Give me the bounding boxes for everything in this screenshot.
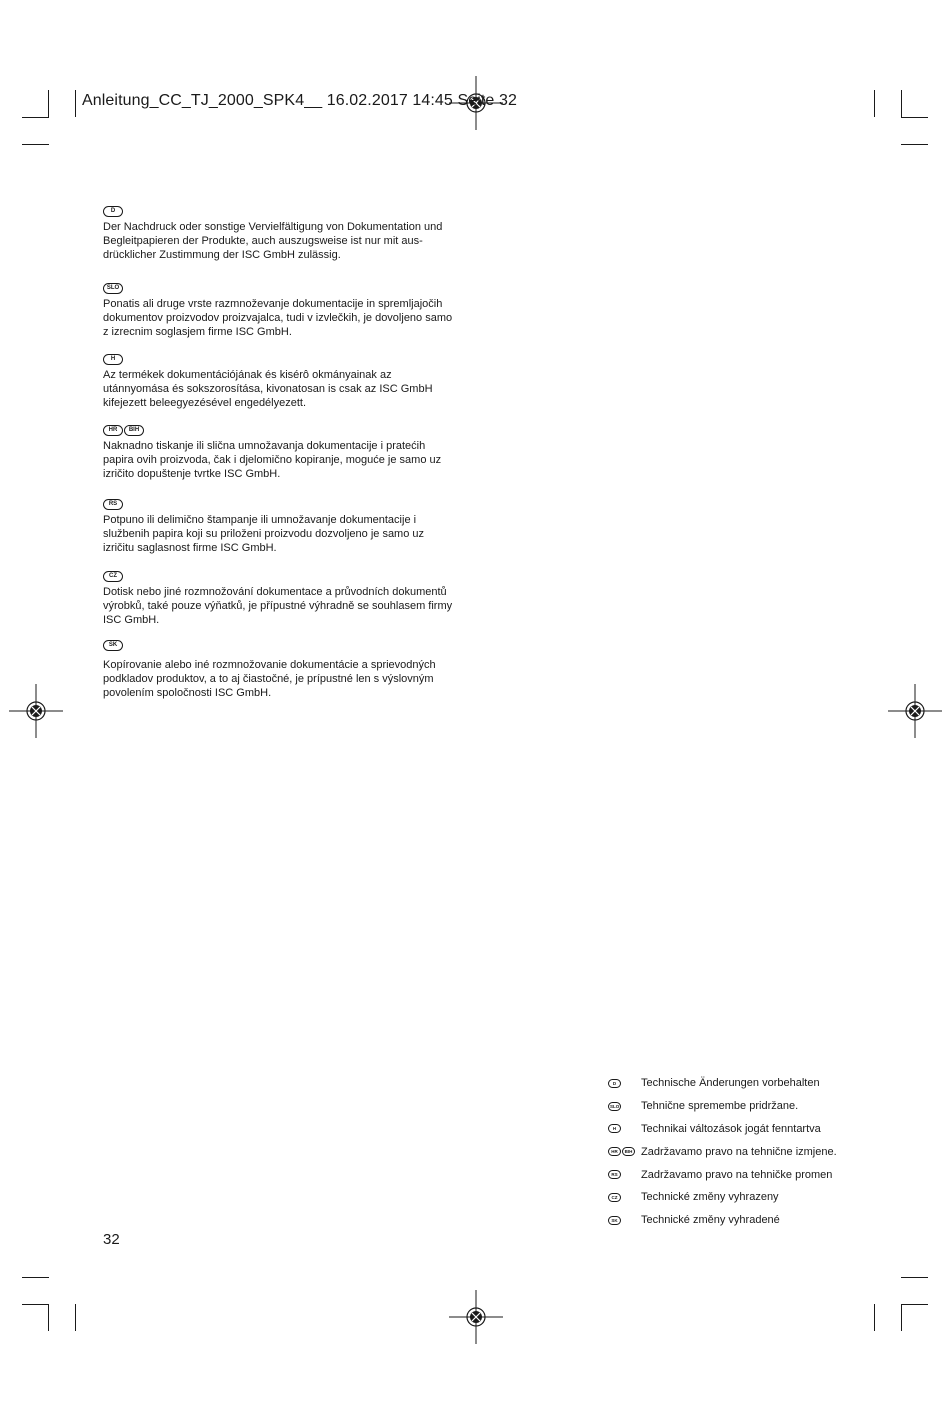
language-code-badge: H bbox=[103, 354, 123, 365]
copyright-text: Kopírovanie alebo iné rozmnožovanie dokumentácie a sprievodných podkladov produktov, a to aj čiastočné, je prípustné len s výslovným povolením spoločnosti ISC GmbH. bbox=[103, 659, 436, 699]
list-item bbox=[608, 1209, 908, 1232]
language-code-badge: SLO bbox=[103, 283, 123, 294]
language-code-badge: SK bbox=[103, 640, 123, 651]
language-code-badge: HR bbox=[608, 1147, 621, 1156]
print-slug-header: Anleitung_CC_TJ_2000_SPK4__ 16.02.2017 14:45 Seite 32 bbox=[82, 92, 517, 109]
note-text: Tehnične spremembe pridržane. bbox=[641, 1100, 799, 1113]
language-code-badge: D bbox=[608, 1079, 621, 1088]
note-text: Zadržavamo pravo na tehničke promen bbox=[641, 1168, 833, 1181]
language-code-badge: SLO bbox=[610, 1103, 620, 1109]
list-item bbox=[608, 1140, 908, 1163]
language-code-badge: BIH bbox=[622, 1147, 635, 1156]
technical-changes-list bbox=[608, 1072, 908, 1232]
crop-mark bbox=[901, 144, 928, 145]
language-code-badge: CZ bbox=[103, 571, 123, 582]
crop-mark bbox=[22, 144, 49, 145]
copyright-text: Der Nachdruck oder sonstige Vervielfältigung von Dokumentation und Begleitpapieren der Produkte, auch auszugsweise ist nur mit aus- drücklicher Zustimmung der ISC GmbH zulässig. bbox=[103, 221, 443, 261]
page-number: 32 bbox=[103, 1231, 120, 1248]
language-code-badge: SK bbox=[608, 1216, 621, 1225]
crop-mark bbox=[901, 1304, 902, 1331]
copyright-text: Naknadno tiskanje ili slična umnožavanja dokumentacije i pratećih papira ovih proizvoda, čak i djelomično kopiranje, moguće je samo uz izričito dopuštenje tvrtke ISC GmbH. bbox=[103, 440, 442, 480]
crop-mark bbox=[874, 90, 875, 117]
crop-mark bbox=[48, 1304, 49, 1331]
language-code-badge: HR bbox=[103, 425, 123, 436]
copyright-block-sk bbox=[103, 633, 473, 700]
copyright-text: Ponatis ali druge vrste razmnoževanje dokumentacije in spremljajočih dokumentov proizvodov proizvajalca, tudi v izvlečkih, je dovoljeno samo z izrecnim soglasjem firme ISC GmbH. bbox=[103, 298, 453, 338]
crop-mark bbox=[75, 90, 76, 117]
crop-mark bbox=[901, 90, 902, 117]
copyright-block-h bbox=[103, 347, 473, 410]
copyright-block-slo bbox=[103, 276, 473, 339]
crop-mark bbox=[901, 117, 928, 118]
copyright-text: Az termékek dokumentációjának és kisérô okmányainak az utánnyomása és sokszorosítása, kivonatosan is csak az ISC GmbH kifejezett beleegyezésével engedélyezett. bbox=[103, 369, 433, 409]
list-item bbox=[608, 1118, 908, 1141]
crop-mark bbox=[22, 1277, 49, 1278]
language-code-badge: BIH bbox=[124, 425, 144, 436]
copyright-text: Dotisk nebo jiné rozmnožování dokumentace a průvodních dokumentů výrobků, také pouze výňatků, je přípustné výhradně se souhlasem firmy ISC GmbH. bbox=[103, 586, 453, 626]
crop-mark bbox=[22, 1304, 49, 1305]
list-item bbox=[608, 1186, 908, 1209]
note-text: Technické změny vyhradené bbox=[641, 1214, 780, 1227]
list-item bbox=[608, 1095, 908, 1118]
crop-mark bbox=[48, 90, 49, 117]
copyright-block-cz bbox=[103, 564, 473, 627]
registration-mark-icon bbox=[888, 684, 942, 738]
crop-mark bbox=[75, 1304, 76, 1331]
list-item bbox=[608, 1163, 908, 1186]
registration-mark-icon bbox=[9, 684, 63, 738]
language-code-badge: D bbox=[103, 206, 123, 217]
copyright-block-de bbox=[103, 199, 473, 262]
copyright-text: Potpuno ili delimično štampanje ili umnožavanje dokumentacije i službenih papira koji su priloženi proizvodu dozvoljeno je samo uz izričitu saglasnost firme ISC GmbH. bbox=[103, 514, 425, 554]
language-code-badge: RS bbox=[103, 499, 123, 510]
crop-mark bbox=[874, 1304, 875, 1331]
copyright-block-hr-bih bbox=[103, 418, 473, 481]
crop-mark bbox=[901, 1304, 928, 1305]
crop-mark bbox=[901, 1277, 928, 1278]
copyright-block-rs bbox=[103, 492, 473, 555]
registration-mark-icon bbox=[449, 1290, 503, 1344]
language-code-badge: CZ bbox=[608, 1193, 621, 1202]
language-code-badge: H bbox=[608, 1124, 621, 1133]
crop-mark bbox=[22, 117, 49, 118]
list-item bbox=[608, 1072, 908, 1095]
note-text: Zadržavamo pravo na tehnične izmjene. bbox=[641, 1145, 837, 1158]
note-text: Technické změny vyhrazeny bbox=[641, 1191, 779, 1204]
note-text: Technikai változások jogát fenntartva bbox=[641, 1122, 821, 1135]
language-code-badge: RS bbox=[608, 1170, 621, 1179]
note-text: Technische Änderungen vorbehalten bbox=[641, 1077, 820, 1090]
